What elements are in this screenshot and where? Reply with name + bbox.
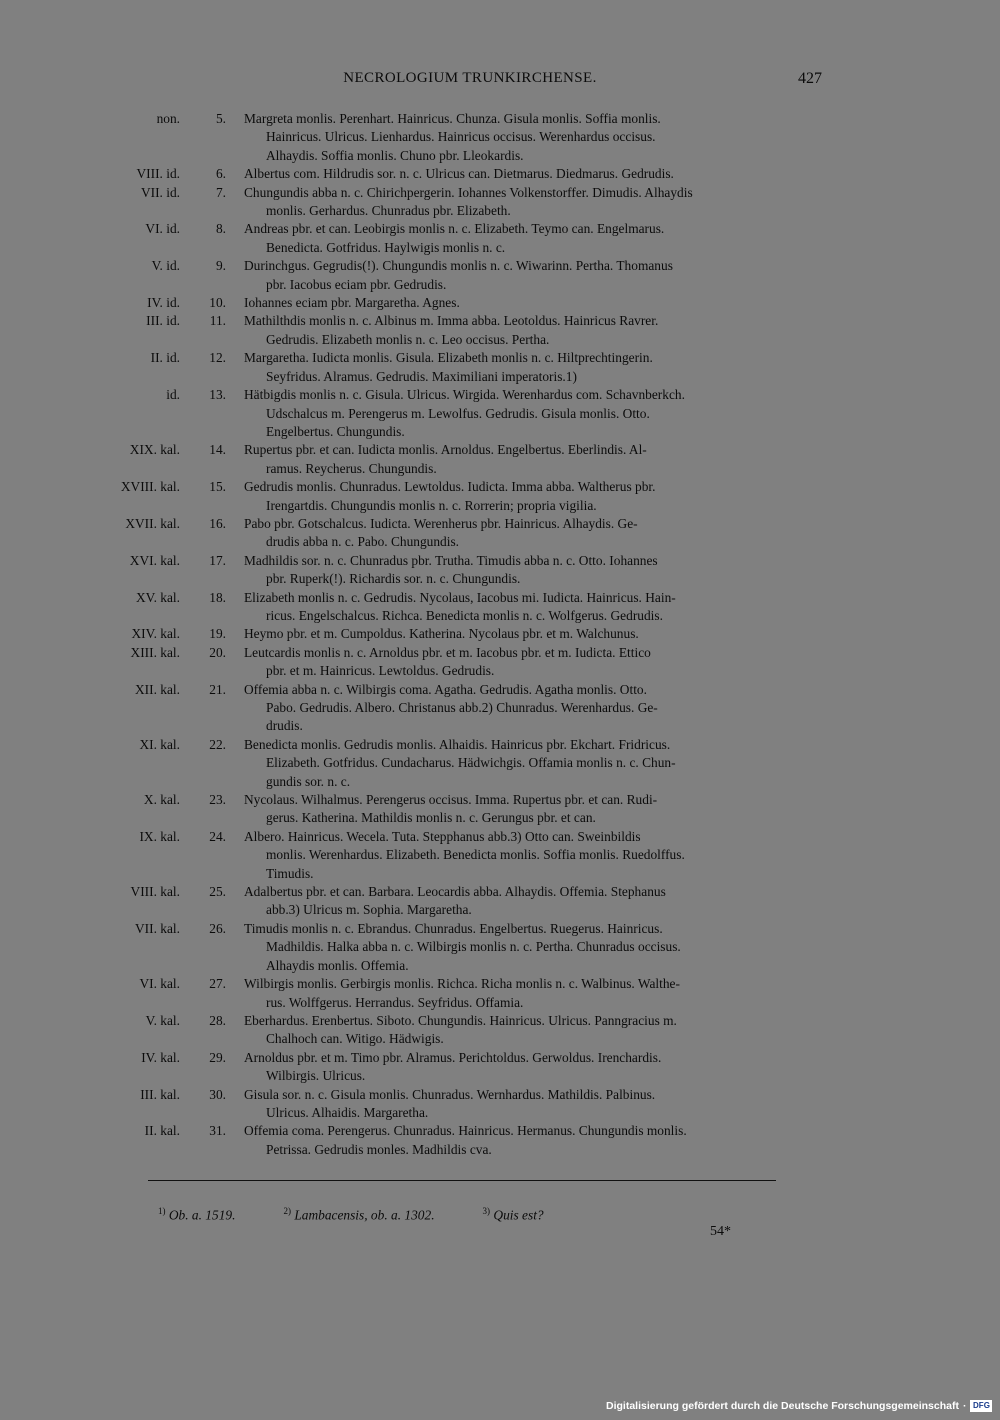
entry-line: Nycolaus. Wilhalmus. Perengerus occisus. Imma. Rupertus pbr. et can. Rudi- bbox=[244, 792, 658, 808]
credit-separator: · bbox=[962, 1400, 967, 1412]
roman-date: II. kal. bbox=[144, 1123, 180, 1139]
entry-line: Albero. Hainricus. Wecela. Tuta. Stepphanus abb.3) Otto can. Sweinbildis bbox=[244, 828, 641, 844]
entry-names bbox=[244, 386, 828, 441]
roman-date: XI. kal. bbox=[139, 736, 180, 752]
footnote bbox=[483, 1206, 544, 1223]
entry-line: Pabo. Gedrudis. Albero. Christanus abb.2) Chunradus. Werenhardus. Ge- bbox=[266, 700, 658, 715]
day-number: 13. bbox=[209, 387, 226, 403]
entry-line: monlis. Werenhardus. Elizabeth. Benedicta monlis. Soffia monlis. Ruedolffus. bbox=[266, 847, 685, 863]
entry-line: Timudis monlis n. c. Ebrandus. Chunradus. Engelbertus. Ruegerus. Hainricus. bbox=[244, 920, 663, 936]
entry-line: Iohannes eciam pbr. Margaretha. Agnes. bbox=[244, 295, 460, 311]
entry-line: Pabo pbr. Gotschalcus. Iudicta. Werenherus pbr. Hainricus. Alhaydis. Ge- bbox=[244, 515, 638, 531]
roman-date: III. kal. bbox=[140, 1086, 180, 1102]
roman-date: XIII. kal. bbox=[130, 644, 180, 660]
entry-line: Leutcardis monlis n. c. Arnoldus pbr. et m. Iacobus pbr. et m. Iudicta. Ettico bbox=[244, 644, 651, 660]
entry-line: Madhildis. Halka abba n. c. Wilbirgis monlis n. c. Pertha. Chunradus occisus. bbox=[266, 939, 681, 955]
page-header bbox=[0, 70, 1000, 94]
entry-line: Wilbirgis. Ulricus. bbox=[266, 1068, 366, 1084]
dfg-logo-icon: DFG bbox=[970, 1400, 992, 1412]
sheet-signature: 54* bbox=[710, 1224, 731, 1239]
necrology-entry bbox=[0, 220, 1000, 257]
roman-date: XIV. kal. bbox=[131, 626, 180, 642]
day-number: 22. bbox=[209, 736, 226, 752]
necrology-entry bbox=[0, 552, 1000, 589]
entry-line: Gedrudis monlis. Chunradus. Lewtoldus. Iudicta. Imma abba. Waltherus pbr. bbox=[244, 479, 656, 495]
entry-line: drudis abba n. c. Pabo. Chungundis. bbox=[266, 534, 460, 550]
credit-text: Digitalisierung gefördert durch die Deutsche Forschungsgemeinschaft bbox=[606, 1400, 959, 1412]
roman-date: II. id. bbox=[150, 350, 180, 366]
necrology-entry bbox=[0, 975, 1000, 1012]
entry-names bbox=[244, 220, 828, 257]
entry-names bbox=[244, 644, 828, 681]
entry-line: Arnoldus pbr. et m. Timo pbr. Alramus. Perichtoldus. Gerwoldus. Irenchardis. bbox=[244, 1049, 662, 1065]
necrology-entry bbox=[0, 736, 1000, 791]
necrology-entry bbox=[0, 110, 1000, 165]
footnote-text: Quis est? bbox=[493, 1207, 544, 1223]
footnote-mark: 3) bbox=[482, 1206, 491, 1216]
roman-date: V. id. bbox=[151, 258, 180, 274]
entry-names bbox=[244, 791, 828, 828]
necrology-entry bbox=[0, 441, 1000, 478]
necrology-entry bbox=[0, 349, 1000, 386]
entry-line: ricus. Engelschalcus. Richca. Benedicta monlis n. c. Wolfgerus. Gedrudis. bbox=[266, 607, 663, 623]
entry-names bbox=[244, 625, 828, 643]
entry-line: gerus. Katherina. Mathildis monlis n. c. Gerungus pbr. et can. bbox=[266, 810, 596, 826]
entry-line: Wilbirgis monlis. Gerbirgis monlis. Richca. Richa monlis n. c. Walbinus. Walthe- bbox=[244, 976, 680, 992]
roman-date: XV. kal. bbox=[135, 589, 180, 605]
day-number: 15. bbox=[209, 479, 226, 495]
entry-line: Timudis. bbox=[266, 865, 314, 881]
day-number: 27. bbox=[209, 976, 226, 992]
entry-names bbox=[244, 552, 828, 589]
day-number: 17. bbox=[209, 552, 226, 568]
necrology-entry bbox=[0, 184, 1000, 221]
entry-line: Albertus com. Hildrudis sor. n. c. Ulricus can. Dietmarus. Diedmarus. Gedrudis. bbox=[244, 166, 674, 182]
entry-line: Alhaydis. Soffia monlis. Chuno pbr. Lleokardis. bbox=[266, 147, 524, 163]
roman-date: VI. kal. bbox=[139, 976, 180, 992]
entry-line: Gisula sor. n. c. Gisula monlis. Chunradus. Wernhardus. Mathildis. Palbinus. bbox=[244, 1086, 656, 1102]
necrology-entry bbox=[0, 828, 1000, 883]
day-number: 6. bbox=[215, 166, 226, 182]
roman-date: VI. id. bbox=[145, 221, 180, 237]
footnote-mark: 2) bbox=[283, 1206, 291, 1216]
entry-names bbox=[244, 312, 828, 349]
footnote-text: Lambacensis, ob. a. 1302. bbox=[294, 1207, 435, 1223]
day-number: 30. bbox=[209, 1086, 226, 1102]
day-number: 20. bbox=[209, 644, 226, 660]
entry-line: Ulricus. Alhaidis. Margaretha. bbox=[266, 1104, 429, 1120]
entry-names bbox=[244, 1122, 828, 1159]
roman-date: X. kal. bbox=[143, 792, 180, 808]
day-number: 29. bbox=[209, 1049, 226, 1065]
entry-line: drudis. bbox=[266, 718, 303, 734]
entry-names bbox=[244, 681, 828, 736]
day-number: 7. bbox=[215, 184, 226, 200]
entry-line: Eberhardus. Erenbertus. Siboto. Chungundis. Hainricus. Ulricus. Panngracius m. bbox=[244, 1012, 677, 1028]
entry-names bbox=[244, 165, 828, 183]
entry-line: Elizabeth. Gotfridus. Cundacharus. Hädwichgis. Offamia monlis n. c. Chun- bbox=[266, 755, 676, 771]
entry-line: Petrissa. Gedrudis monles. Madhildis cva. bbox=[266, 1141, 492, 1157]
necrology-entries bbox=[0, 110, 1000, 1159]
day-number: 24. bbox=[209, 828, 226, 844]
roman-date: id. bbox=[166, 387, 180, 403]
roman-date: VIII. kal. bbox=[130, 884, 180, 900]
footnote-mark: 1) bbox=[158, 1206, 166, 1216]
roman-date: XII. kal. bbox=[135, 681, 180, 697]
entry-line: rus. Wolffgerus. Herrandus. Seyfridus. Offamia. bbox=[266, 994, 524, 1010]
entry-line: Benedicta. Gotfridus. Haylwigis monlis n. c. bbox=[266, 239, 506, 255]
necrology-entry bbox=[0, 1122, 1000, 1159]
entry-line: Alhaydis monlis. Offemia. bbox=[266, 957, 409, 973]
necrology-entry bbox=[0, 625, 1000, 643]
entry-names bbox=[244, 110, 828, 165]
roman-date: VII. kal. bbox=[135, 920, 180, 936]
entry-line: Engelbertus. Chungundis. bbox=[266, 423, 405, 439]
entry-line: Madhildis sor. n. c. Chunradus pbr. Trutha. Timudis abba n. c. Otto. Iohannes bbox=[244, 552, 658, 568]
entry-names bbox=[244, 349, 828, 386]
entry-line: gundis sor. n. c. bbox=[266, 773, 351, 789]
day-number: 8. bbox=[215, 221, 226, 237]
entry-names bbox=[244, 294, 828, 312]
entry-names bbox=[244, 478, 828, 515]
entry-names bbox=[244, 1049, 828, 1086]
necrology-entry bbox=[0, 920, 1000, 975]
entry-names bbox=[244, 441, 828, 478]
entry-names bbox=[244, 920, 828, 975]
day-number: 16. bbox=[209, 515, 226, 531]
entry-names bbox=[244, 736, 828, 791]
roman-date: XIX. kal. bbox=[129, 442, 180, 458]
roman-date: non. bbox=[156, 111, 180, 126]
entry-line: Benedicta monlis. Gedrudis monlis. Alhaidis. Hainricus pbr. Ekchart. Fridricus. bbox=[244, 736, 671, 752]
day-number: 23. bbox=[209, 792, 226, 808]
necrology-entry bbox=[0, 478, 1000, 515]
entry-line: Rupertus pbr. et can. Iudicta monlis. Arnoldus. Engelbertus. Eberlindis. Al- bbox=[244, 442, 647, 458]
roman-date: XVII. kal. bbox=[125, 515, 180, 531]
entry-line: Chalhoch can. Witigo. Hädwigis. bbox=[266, 1031, 444, 1047]
day-number: 28. bbox=[209, 1012, 226, 1028]
day-number: 31. bbox=[209, 1123, 226, 1139]
roman-date: VII. id. bbox=[140, 184, 180, 200]
day-number: 12. bbox=[209, 350, 226, 366]
day-number: 21. bbox=[209, 681, 226, 697]
entry-line: Offemia coma. Perengerus. Chunradus. Hainricus. Hermanus. Chungundis monlis. bbox=[244, 1123, 687, 1139]
necrology-entry bbox=[0, 589, 1000, 626]
entry-names bbox=[244, 515, 828, 552]
digitization-credit bbox=[606, 1400, 992, 1412]
entry-names bbox=[244, 589, 828, 626]
entry-names bbox=[244, 1086, 828, 1123]
page-number: 427 bbox=[798, 70, 822, 87]
necrology-entry bbox=[0, 165, 1000, 183]
day-number: 19. bbox=[209, 626, 226, 642]
footnote bbox=[283, 1206, 434, 1223]
roman-date: VIII. id. bbox=[136, 166, 180, 182]
entry-line: Udschalcus m. Perengerus m. Lewolfus. Gedrudis. Gisula monlis. Otto. bbox=[266, 405, 650, 421]
entry-line: Offemia abba n. c. Wilbirgis coma. Agatha. Gedrudis. Agatha monlis. Otto. bbox=[244, 681, 647, 697]
day-number: 25. bbox=[209, 884, 226, 900]
entry-line: Heymo pbr. et m. Cumpoldus. Katherina. Nycolaus pbr. et m. Walchunus. bbox=[244, 626, 639, 642]
entry-names bbox=[244, 883, 828, 920]
necrology-entry bbox=[0, 644, 1000, 681]
entry-line: abb.3) Ulricus m. Sophia. Margaretha. bbox=[266, 902, 472, 918]
entry-line: Chungundis abba n. c. Chirichpergerin. Iohannes Volkenstorffer. Dimudis. Alhaydis bbox=[244, 184, 693, 200]
footnote-rule bbox=[148, 1180, 776, 1181]
entry-line: Irengartdis. Chungundis monlis n. c. Rorrerin; propria vigilia. bbox=[266, 497, 597, 513]
entry-line: Andreas pbr. et can. Leobirgis monlis n. c. Elizabeth. Teymo can. Engelmarus. bbox=[244, 221, 665, 237]
necrology-entry bbox=[0, 257, 1000, 294]
entry-line: pbr. Ruperk(!). Richardis sor. n. c. Chungundis. bbox=[266, 571, 521, 587]
necrology-entry bbox=[0, 791, 1000, 828]
footnote-text: Ob. a. 1519. bbox=[168, 1207, 236, 1223]
entry-line: Mathilthdis monlis n. c. Albinus m. Imma abba. Leotoldus. Hainricus Ravrer. bbox=[244, 313, 659, 329]
day-number: 9. bbox=[215, 258, 226, 274]
entry-names bbox=[244, 1012, 828, 1049]
necrology-entry bbox=[0, 312, 1000, 349]
running-title: NECROLOGIUM TRUNKIRCHENSE. bbox=[343, 70, 597, 86]
day-number: 14. bbox=[209, 442, 226, 458]
day-number: 10. bbox=[209, 295, 226, 311]
entry-names bbox=[244, 184, 828, 221]
entry-line: monlis. Gerhardus. Chunradus pbr. Elizabeth. bbox=[266, 203, 511, 219]
necrology-entry bbox=[0, 515, 1000, 552]
necrology-entry bbox=[0, 1049, 1000, 1086]
entry-line: pbr. et m. Hainricus. Lewtoldus. Gedrudis. bbox=[266, 663, 495, 679]
necrology-entry bbox=[0, 681, 1000, 736]
footnotes bbox=[158, 1206, 778, 1223]
entry-line: Hätbigdis monlis n. c. Gisula. Ulricus. Wirgida. Werenhardus com. Schavnberkch. bbox=[244, 387, 685, 403]
roman-date: XVIII. kal. bbox=[120, 479, 180, 495]
necrology-entry bbox=[0, 386, 1000, 441]
roman-date: IV. id. bbox=[147, 295, 180, 311]
entry-line: ramus. Reycherus. Chungundis. bbox=[266, 460, 437, 476]
roman-date: III. id. bbox=[146, 313, 180, 329]
entry-line: Margaretha. Iudicta monlis. Gisula. Elizabeth monlis n. c. Hiltprechtingerin. bbox=[244, 350, 653, 366]
entry-line: Margreta monlis. Perenhart. Hainricus. Chunza. Gisula monlis. Soffia monlis. bbox=[244, 111, 661, 126]
necrology-entry bbox=[0, 1012, 1000, 1049]
entry-line: Durinchgus. Gegrudis(!). Chungundis monlis n. c. Wiwarinn. Pertha. Thomanus bbox=[244, 258, 673, 274]
necrology-entry bbox=[0, 883, 1000, 920]
entry-line: Gedrudis. Elizabeth monlis n. c. Leo occisus. Pertha. bbox=[266, 331, 550, 347]
day-number: 5. bbox=[215, 111, 226, 126]
day-number: 26. bbox=[209, 920, 226, 936]
entry-line: Hainricus. Ulricus. Lienhardus. Hainricus occisus. Werenhardus occisus. bbox=[266, 129, 656, 145]
entry-line: Adalbertus pbr. et can. Barbara. Leocardis abba. Alhaydis. Offemia. Stephanus bbox=[244, 884, 666, 900]
roman-date: IV. kal. bbox=[141, 1049, 180, 1065]
entry-names bbox=[244, 975, 828, 1012]
day-number: 18. bbox=[209, 589, 226, 605]
entry-line: pbr. Iacobus eciam pbr. Gedrudis. bbox=[266, 276, 447, 292]
roman-date: XVI. kal. bbox=[129, 552, 180, 568]
entry-names bbox=[244, 257, 828, 294]
entry-line: Seyfridus. Alramus. Gedrudis. Maximiliani imperatoris.1) bbox=[266, 368, 577, 384]
roman-date: IX. kal. bbox=[139, 828, 180, 844]
footnote bbox=[158, 1206, 235, 1223]
entry-names bbox=[244, 828, 828, 883]
entry-line: Elizabeth monlis n. c. Gedrudis. Nycolaus, Iacobus mi. Iudicta. Hainricus. Hain- bbox=[244, 589, 676, 605]
necrology-entry bbox=[0, 294, 1000, 312]
necrology-entry bbox=[0, 1086, 1000, 1123]
day-number: 11. bbox=[209, 313, 226, 329]
roman-date: V. kal. bbox=[145, 1012, 180, 1028]
